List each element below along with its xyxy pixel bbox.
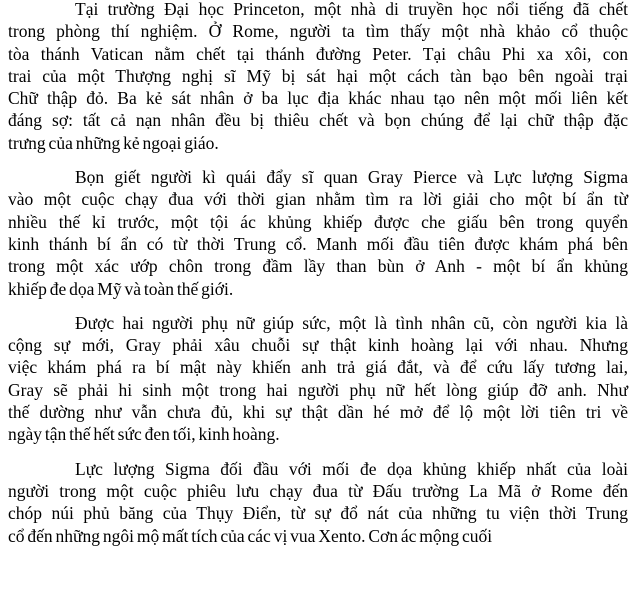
text-line: Lực lượng Sigma đối đầu với mối đe dọa khủng khiếp nhất của loài — [75, 458, 628, 479]
text-line: trai của một Thượng nghị sĩ Mỹ bị sát hại một cách tàn bạo bên ngoài trại — [8, 65, 628, 86]
paragraph — [8, 0, 628, 154]
paragraph — [8, 166, 628, 300]
text-line: chóp núi phủ băng của Thụy Điển, từ sự đổ nát của những tu viện thời Trung — [8, 503, 628, 524]
text-line: kinh thánh bí ẩn có từ thời Trung cổ. Manh mối đầu tiên được khám phá bên — [8, 233, 628, 254]
text-line: ngày tận thế hết sức đen tối, kinh hoàng. — [8, 424, 280, 445]
text-line: việc khám phá ra bí mật này khiến anh trả giá đắt, và để cứu lấy tương lai, — [8, 357, 628, 378]
text-line: Được hai người phụ nữ giúp sức, một là tình nhân cũ, còn người kia là — [75, 312, 628, 333]
text-line: nhiều thế kỉ trước, một tội ác khủng khiếp được che giấu bên trong quyển — [8, 211, 628, 232]
text-line: cộng sự mới, Gray phải xâu chuỗi sự thật kinh hoàng lại với nhau. Nhưng — [8, 335, 628, 356]
text-line: trưng của những kẻ ngoại giáo. — [8, 132, 219, 153]
text-line: khiếp đe dọa Mỹ và toàn thế giới. — [8, 278, 234, 299]
text-line: đáng sợ: tất cả nạn nhân đều bị thiêu chết và bọn chúng để lại chữ thập đặc — [8, 110, 628, 131]
text-line: Tại trường Đại học Princeton, một nhà di truyền học nổi tiếng đã chết — [75, 0, 628, 19]
text-line: người trong một cuộc phiêu lưu chạy đua từ Đấu trường La Mã ở Rome đến — [8, 480, 628, 501]
text-line: cổ đến những ngôi mộ mất tích của các vị vua Xento. Cơn ác mộng cuối — [8, 525, 493, 546]
text-line: Bọn giết người kì quái đẩy sĩ quan Gray Pierce và Lực lượng Sigma — [75, 167, 628, 188]
paragraph — [8, 458, 628, 547]
text-line: Chữ thập đỏ. Ba kẻ sát nhân ở ba lục địa khác nhau tạo nên một mối liên kết — [8, 88, 628, 109]
text-line: trong một xác ướp chôn trong đầm lầy than bùn ở Anh - một bí ẩn khủng — [8, 256, 628, 277]
paragraph — [8, 312, 628, 446]
text-line: vào một cuộc chạy đua với thời gian nhằm tìm ra lời giải cho một bí ẩn từ — [8, 189, 628, 210]
text-line: trong phòng thí nghiệm. Ở Rome, người ta tìm thấy một nhà khảo cổ thuộc — [8, 21, 628, 42]
text-line: thế dường như vẫn chưa đủ, khi sự thật dần hé mở để lộ một lời tiên tri về — [8, 402, 628, 423]
text-line: Gray sẽ phải hi sinh một trong hai người phụ nữ hết lòng giúp đỡ anh. Như — [8, 379, 628, 400]
text-line: tòa thánh Vatican nằm chết tại thánh đường Peter. Tại châu Phi xa xôi, con — [8, 43, 628, 64]
